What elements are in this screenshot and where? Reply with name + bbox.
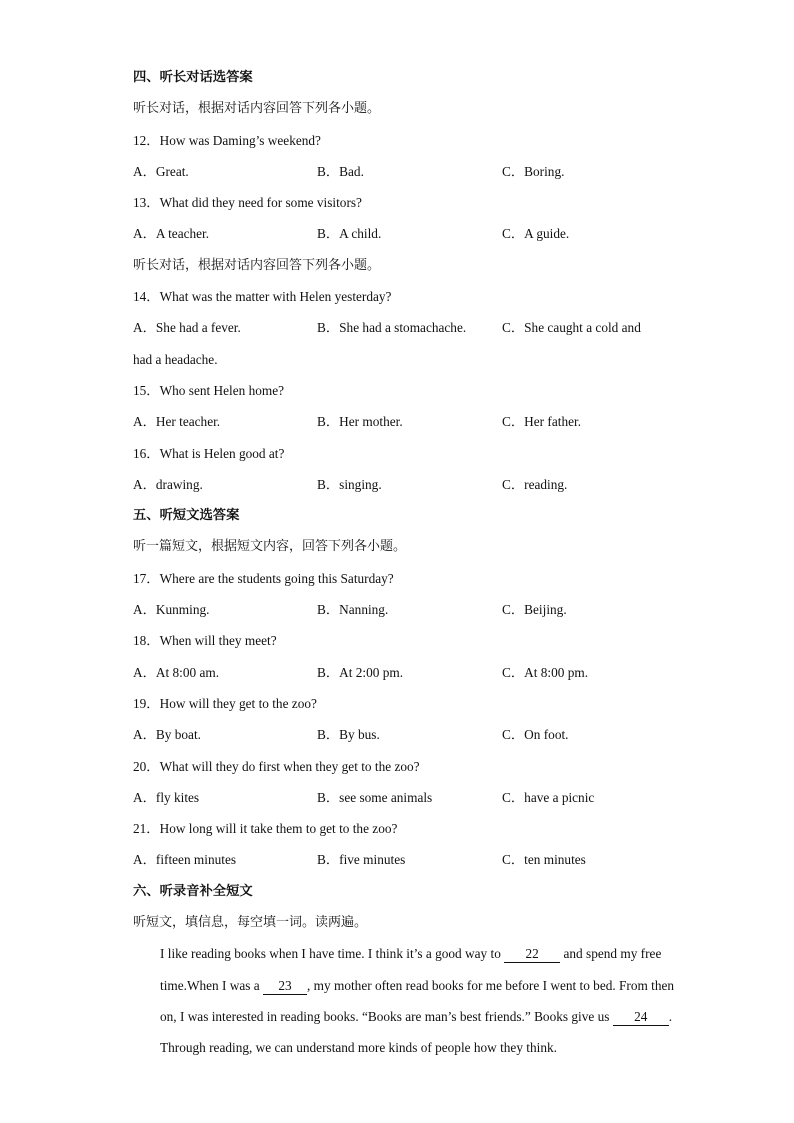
q13-option-b: B．A child. [317,226,382,242]
section6-heading: 六、听录音补全短文 [133,883,253,899]
section4-heading: 四、听长对话选答案 [133,70,253,85]
q12-options [133,156,663,187]
q18-stem: 18．When will they meet? [133,633,277,649]
q20-option-a: A．fly kites [133,789,200,805]
q19-option-c: C．On foot. [502,727,569,743]
section5-instruction: 听一篇短文，根据短文内容，回答下列各小题。 [133,539,407,555]
q16-option-c: C．reading. [502,476,568,492]
q12-option-b: B．Bad. [317,163,364,179]
q15-option-a: A．Her teacher. [133,414,221,430]
q21-stem: 21．How long will it take them to get to the zoo? [133,821,398,837]
q12-stem: 12．How was Daming’s weekend? [133,132,321,148]
q18-option-a: A．At 8:00 am. [133,664,220,680]
q17-options [133,594,663,625]
q18-option-b: B．At 2:00 pm. [317,664,404,680]
q17-option-b: B．Nanning. [317,602,389,618]
q21-option-a: A．fifteen minutes [133,852,237,868]
q13-stem: 13．What did they need for some visitors? [133,195,362,211]
passage-text-3: , my mother often read books for me before I went to bed. From then on, I was interested in reading books. “Books are man’s best friends.” Books give us [160,977,675,1024]
blank-24[interactable]: 24 [613,1009,669,1026]
q18-option-c: C．At 8:00 pm. [502,664,589,680]
q16-stem: 16．What is Helen good at? [133,445,285,461]
q16-option-b: B．singing. [317,476,382,492]
blank-23[interactable]: 23 [263,978,307,995]
blank-22[interactable]: 22 [504,946,560,963]
section4-instruction-b: 听长对话，根据对话内容回答下列各小题。 [133,257,381,273]
cloze-passage [133,938,690,1063]
q19-option-b: B．By bus. [317,727,380,743]
q20-stem: 20．What will they do first when they get to the zoo? [133,758,420,774]
q17-option-a: A．Kunming. [133,602,210,618]
q15-option-b: B．Her mother. [317,414,403,430]
q15-stem: 15．Who sent Helen home? [133,382,285,398]
q18-options [133,657,663,688]
q13-option-c: C．A guide. [502,226,570,242]
passage-text-2: and spend my free time.When I was a [160,946,662,993]
q13-options [133,218,663,249]
section6-instruction: 听短文，填信息，每空填一词。读两遍。 [133,915,368,931]
q14-stem: 14．What was the matter with Helen yesterday? [133,289,392,305]
q14-option-c: C．She caught a cold and [502,320,641,336]
q14-options [133,312,663,343]
q21-options [133,844,663,875]
passage-text-4: . Through reading, we can understand more kinds of people how they think. [160,1008,673,1056]
passage-text-1: I like reading books when I have time. I think it’s a good way to [160,946,505,962]
section5-heading: 五、听短文选答案 [133,508,240,524]
exam-page [133,62,675,1064]
section4-instruction-a: 听长对话，根据对话内容回答下列各小题。 [133,101,381,117]
q16-options [133,469,663,500]
q20-options [133,782,663,813]
q15-options [133,406,663,437]
q12-option-c: C．Boring. [502,163,565,179]
q13-option-a: A．A teacher. [133,226,210,242]
q19-option-a: A．By boat. [133,727,201,743]
q21-option-b: B．five minutes [317,852,406,868]
q19-options [133,719,663,750]
q19-stem: 19．How will they get to the zoo? [133,695,317,711]
q20-option-b: B．see some animals [317,789,433,805]
q16-option-a: A．drawing. [133,476,203,492]
q15-option-c: C．Her father. [502,414,582,430]
q12-option-a: A．Great. [133,163,189,179]
q20-option-c: C．have a picnic [502,789,595,805]
q17-option-c: C．Beijing. [502,602,567,618]
q14-option-b: B．She had a stomachache. [317,320,467,336]
q14-option-c-continued: had a headache. [133,351,218,367]
q17-stem: 17．Where are the students going this Saturday? [133,570,394,586]
q21-option-c: C．ten minutes [502,852,586,868]
q14-option-a: A．She had a fever. [133,320,241,336]
